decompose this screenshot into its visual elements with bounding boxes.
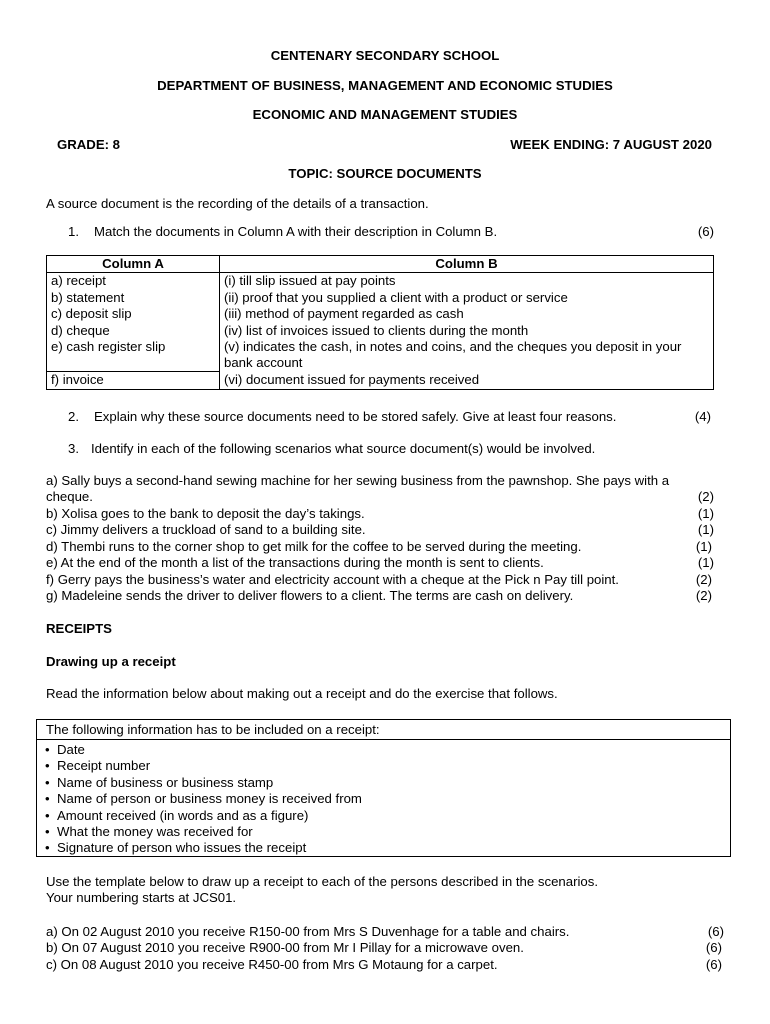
column-a-cell: a) receipt (47, 273, 220, 290)
table-row (47, 355, 714, 371)
q3-scenario-marks: (1) (697, 522, 714, 537)
receipt-scenario-marks: (6) (705, 940, 722, 955)
table-row (47, 372, 714, 389)
q3-number: 3. (68, 441, 79, 456)
receipts-instruction: Read the information below about making out a receipt and do the exercise that follows. (46, 686, 558, 701)
q3-scenario-marks: (1) (695, 539, 712, 554)
column-a-cell: b) statement (47, 290, 220, 306)
q3-scenario: c) Jimmy delivers a truckload of sand to a building site. (46, 522, 366, 537)
list-item: • Name of person or business money is received from (45, 791, 362, 807)
q2-marks: (4) (694, 409, 711, 424)
receipt-info-header: The following information has to be included on a receipt: (37, 720, 730, 740)
list-item: • Amount received (in words and as a figure) (45, 808, 362, 824)
q1-number: 1. (68, 224, 79, 239)
column-b-cell: (iii) method of payment regarded as cash (220, 306, 714, 322)
receipts-heading: RECEIPTS (46, 621, 112, 636)
column-a-header: Column A (47, 256, 220, 273)
q3-scenario: e) At the end of the month a list of the transactions during the month is sent to clients. (46, 555, 544, 570)
q3-scenario-marks: (2) (695, 572, 712, 587)
q3-scenario: f) Gerry pays the business’s water and electricity account with a cheque at the Pick n Pay till point. (46, 572, 619, 587)
list-item: • Date (45, 742, 362, 758)
column-b-cell: (vi) document issued for payments received (220, 372, 714, 389)
column-b-cell: (iv) list of invoices issued to clients during the month (220, 323, 714, 339)
q3-scenario-a-marks: (2) (697, 489, 714, 504)
column-a-cell: c) deposit slip (47, 306, 220, 322)
list-item: • Name of business or business stamp (45, 775, 362, 791)
department-title: DEPARTMENT OF BUSINESS, MANAGEMENT AND ECONOMIC STUDIES (157, 78, 613, 93)
q2-number: 2. (68, 409, 79, 424)
grade-label: GRADE: 8 (57, 137, 121, 152)
column-b-cell: bank account (220, 355, 714, 371)
list-item: • Receipt number (45, 758, 362, 774)
q3-scenario: b) Xolisa goes to the bank to deposit the day’s takings. (46, 506, 365, 521)
column-b-cell: (v) indicates the cash, in notes and coins, and the cheques you deposit in your (220, 339, 714, 355)
q3-scenario-marks: (1) (697, 555, 714, 570)
column-b-header: Column B (220, 256, 714, 273)
receipt-info-box (36, 719, 731, 857)
q3-text: Identify in each of the following scenarios what source document(s) would be involved. (91, 441, 596, 456)
list-item: • Signature of person who issues the receipt (45, 840, 362, 856)
list-item: • What the money was received for (45, 824, 362, 840)
receipt-scenario: b) On 07 August 2010 you receive R900-00 from Mr I Pillay for a microwave oven. (46, 940, 524, 955)
column-a-cell: e) cash register slip (47, 339, 220, 355)
table-row (47, 290, 714, 306)
q1-marks: (6) (697, 224, 714, 239)
q3-scenario-a: a) Sally buys a second-hand sewing machine for her sewing business from the pawnshop. She pays with a (46, 473, 670, 488)
column-a-cell (47, 355, 220, 371)
intro-text: A source document is the recording of the details of a transaction. (46, 196, 429, 211)
table-row (47, 273, 714, 290)
receipt-scenario: c) On 08 August 2010 you receive R450-00 from Mrs G Motaung for a carpet. (46, 957, 498, 972)
q2-text: Explain why these source documents need to be stored safely. Give at least four reasons. (94, 409, 617, 424)
table-row (47, 339, 714, 355)
q3-scenario-marks: (2) (695, 588, 712, 603)
school-name: CENTENARY SECONDARY SCHOOL (270, 48, 500, 63)
q3-scenario: g) Madeleine sends the driver to deliver flowers to a client. The terms are cash on delivery. (46, 588, 574, 603)
receipt-scenario-marks: (6) (705, 957, 722, 972)
topic-title: TOPIC: SOURCE DOCUMENTS (288, 166, 482, 181)
matching-table (46, 255, 714, 390)
q3-scenario-a-cont: cheque. (46, 489, 93, 504)
template-numbering: Your numbering starts at JCS01. (46, 890, 237, 905)
receipt-info-list (45, 742, 362, 857)
q1-text: Match the documents in Column A with their description in Column B. (94, 224, 498, 239)
column-b-cell: (i) till slip issued at pay points (220, 273, 714, 290)
receipt-scenario: a) On 02 August 2010 you receive R150-00 from Mrs S Duvenhage for a table and chairs. (46, 924, 570, 939)
column-a-cell: f) invoice (47, 372, 220, 389)
q3-scenario: d) Thembi runs to the corner shop to get milk for the coffee to be served during the meeting. (46, 539, 582, 554)
subject-title: ECONOMIC AND MANAGEMENT STUDIES (252, 107, 518, 122)
table-row (47, 323, 714, 339)
template-instruction: Use the template below to draw up a receipt to each of the persons described in the scenarios. (46, 874, 598, 889)
week-ending-label: WEEK ENDING: 7 AUGUST 2020 (510, 137, 712, 152)
column-a-cell: d) cheque (47, 323, 220, 339)
q3-scenario-marks: (1) (697, 506, 714, 521)
receipts-subheading: Drawing up a receipt (46, 654, 176, 669)
table-row (47, 306, 714, 322)
receipt-scenario-marks: (6) (707, 924, 724, 939)
column-b-cell: (ii) proof that you supplied a client with a product or service (220, 290, 714, 306)
